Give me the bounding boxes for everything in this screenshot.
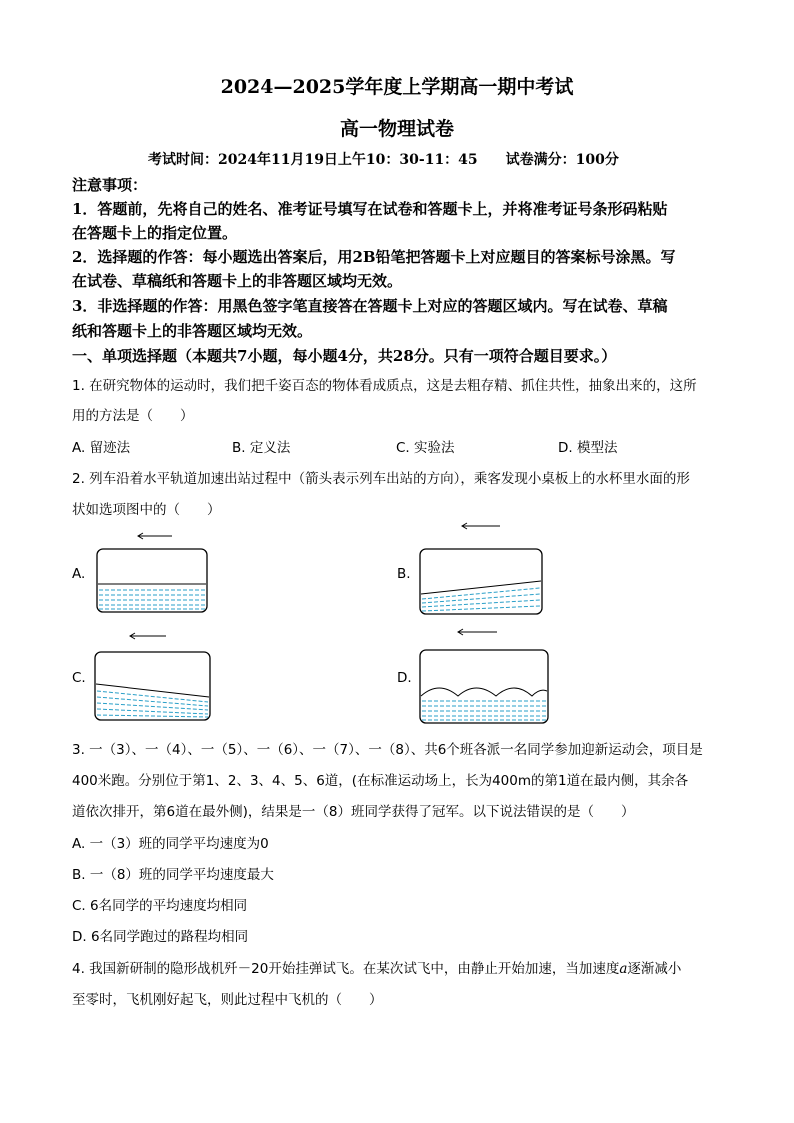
exam-subtitle: 高一物理试卷 [339, 118, 454, 140]
cup [97, 549, 207, 612]
q2-figure-c-label: C. [72, 670, 86, 686]
note-2-line-2: 在试卷、草稿纸和答题卡上的非答题区域均无效。 [72, 272, 403, 290]
q3-option-c: C. 6名同学的平均速度均相同 [72, 898, 248, 914]
q2-stem-line-1: 2. 列车沿着水平轨道加速出站过程中（箭头表示列车出站的方向），乘客发现小桌板上的水杯里水面的形 [72, 471, 690, 487]
arrow-left-icon [458, 629, 497, 635]
acceleration-symbol: a [619, 961, 628, 977]
q3-stem-line-1: 3. 一（3）、一（4）、一（5）、一（6）、一（7）、一（8）、共6个班各派一名同学参加迎新运动会，项目是 [72, 742, 703, 758]
q2-figure-a-label: A. [72, 566, 86, 582]
q1-stem-line-2: 用的方法是（ ） [72, 408, 194, 424]
q3-option-b: B. 一（8）班的同学平均速度最大 [72, 867, 274, 883]
arrow-left-icon [462, 523, 500, 529]
q4-stem-text: 4. 我国新研制的隐形战机歼－20开始挂弹试飞。在某次试飞中，由静止开始加速，当加速度 [72, 961, 620, 977]
q1-option-d: D. 模型法 [558, 440, 618, 456]
q2-figure-d [414, 624, 554, 728]
q2-figure-b [414, 518, 549, 618]
q2-figure-c [90, 628, 215, 724]
exam-title: 2024—2025学年度上学期高一期中考试 [220, 76, 574, 98]
note-2-line-1: 2．选择题的作答：每小题选出答案后，用2B铅笔把答题卡上对应题目的答案标号涂黑。写 [72, 248, 676, 266]
cup [95, 652, 210, 720]
q3-stem-line-3: 道依次排开，第6道在最外侧)，结果是一（8）班同学获得了冠军。以下说法错误的是（ ） [72, 804, 635, 820]
note-1-line-2: 在答题卡上的指定位置。 [72, 224, 238, 242]
arrow-left-icon [130, 633, 166, 639]
q1-stem-line-1: 1. 在研究物体的运动时，我们把千姿百态的物体看成质点，这是去粗存精、抓住共性，抽象出来的，这所 [72, 378, 697, 394]
q2-figure-d-label: D. [397, 670, 412, 686]
q2-figure-b-label: B. [397, 566, 411, 582]
q4-stem-line-1 [72, 957, 681, 977]
q1-option-c: C. 实验法 [396, 440, 455, 456]
note-3-line-2: 纸和答题卡上的非答题区域均无效。 [72, 322, 313, 340]
q3-option-a: A. 一（3）班的同学平均速度为0 [72, 836, 269, 852]
q4-stem-line-2: 至零时，飞机刚好起飞，则此过程中飞机的（ ） [72, 992, 383, 1008]
q2-figure-a [90, 528, 220, 618]
note-3-line-1: 3．非选择题的作答：用黑色签字笔直接答在答题卡上对应的答题区域内。写在试卷、草稿 [72, 297, 668, 315]
cup [420, 650, 548, 723]
note-1-line-1: 1．答题前，先将自己的姓名、准考证号填写在试卷和答题卡上，并将准考证号条形码粘贴 [72, 200, 668, 218]
q4-stem-text-tail: 逐渐减小 [627, 961, 682, 977]
notes-heading: 注意事项： [72, 176, 148, 194]
q3-option-d: D. 6名同学跑过的路程均相同 [72, 929, 249, 945]
cup [420, 549, 542, 614]
arrow-left-icon [138, 533, 172, 539]
exam-info: 考试时间：2024年11月19日上午10：30-11：45 试卷满分：100分 [148, 152, 619, 168]
q1-option-a: A. 留迹法 [72, 440, 131, 456]
section-1-heading: 一、单项选择题（本题共7小题，每小题4分，共28分。只有一项符合题目要求。） [72, 347, 617, 365]
q1-option-b: B. 定义法 [232, 440, 291, 456]
q2-stem-line-2: 状如选项图中的（ ） [72, 502, 221, 518]
q3-stem-line-2: 400米跑。分别位于第1、2、3、4、5、6道，(在标准运动场上，长为400m的第1道在最内侧，其余各 [72, 773, 689, 789]
